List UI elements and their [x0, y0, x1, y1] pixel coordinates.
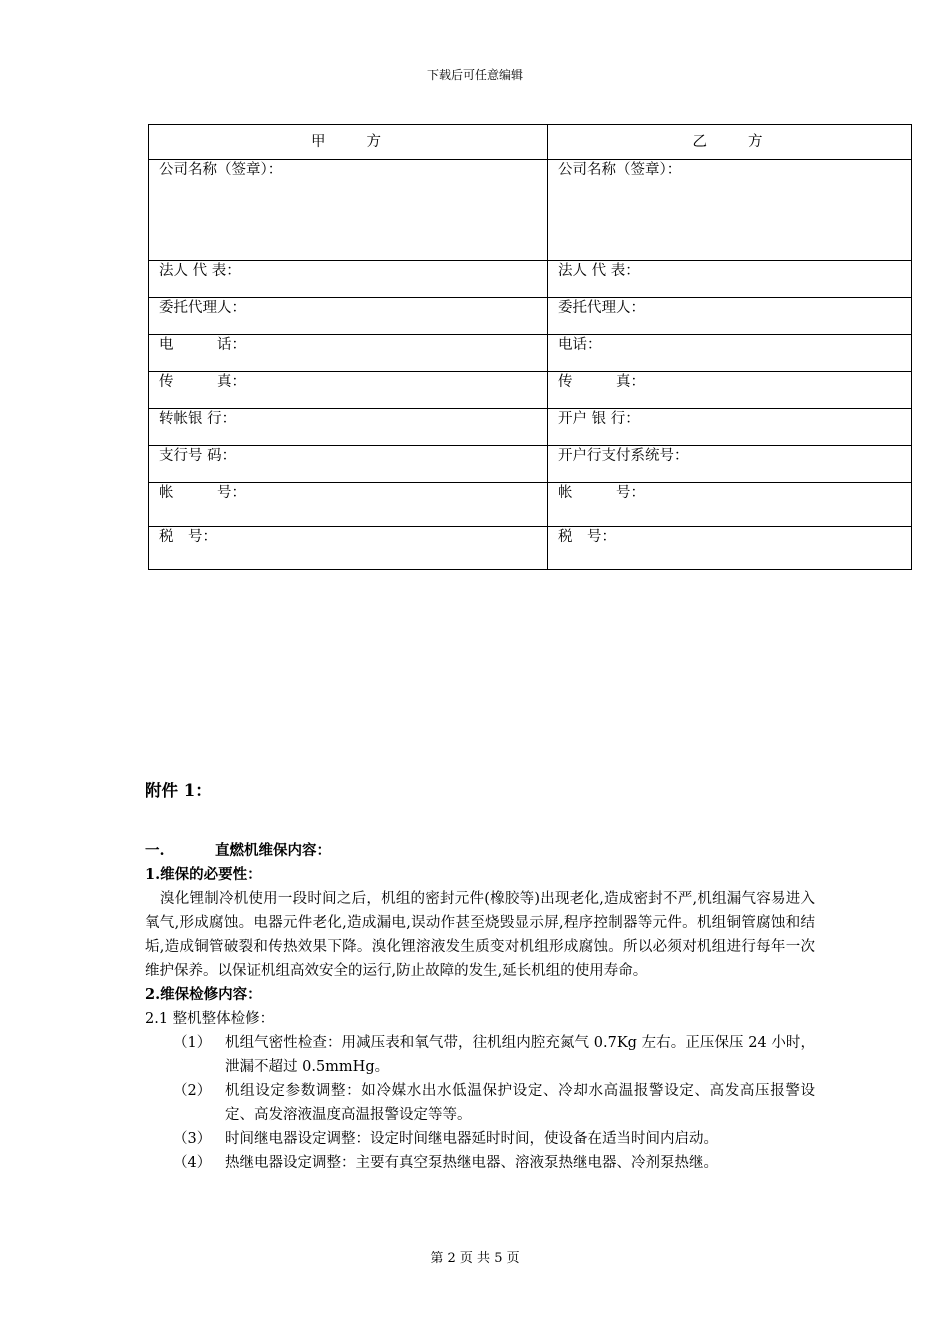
section-heading	[145, 839, 815, 863]
party-b-fax: 传 真：	[548, 372, 912, 409]
party-a-legal-rep: 法人 代 表：	[149, 261, 548, 298]
party-b-phone: 电话：	[548, 335, 912, 372]
list-item-number: （3）	[173, 1131, 212, 1147]
party-a-branch-code: 支行号 码：	[149, 446, 548, 483]
party-b-agent: 委托代理人：	[548, 298, 912, 335]
party-b-tax-id: 税 号：	[548, 527, 912, 570]
list-item-text: 热继电器设定调整：主要有真空泵热继电器、溶液泵热继电器、冷剂泵热继。	[225, 1155, 718, 1171]
party-a-phone: 电 话：	[149, 335, 548, 372]
necessity-paragraph: 溴化锂制冷机使用一段时间之后，机组的密封元件(橡胶等)出现老化,造成密封不严,机组漏气容易进入氧气,形成腐蚀。电器元件老化,造成漏电,误动作甚至烧毁显示屏,程序控制器等元件。机组铜管腐蚀和结垢,造成铜管破裂和传热效果下降。溴化锂溶液发生质变对机组形成腐蚀。所以必须对机组进行每年一次维护保养。以保证机组高效安全的运行,防止故障的发生,延长机组的使用寿命。	[145, 891, 815, 979]
attachment-title: 附件 1：	[145, 781, 212, 800]
list-item	[145, 1127, 815, 1151]
party-b-payment-system-code: 开户行支付系统号：	[548, 446, 912, 483]
page-footer: 第 2 页 共 5 页	[430, 1251, 520, 1266]
party-a-agent: 委托代理人：	[149, 298, 548, 335]
list-item-text: 机组设定参数调整：如冷媒水出水低温保护设定、冷却水高温报警设定、高发高压报警设定、高发溶液温度高温报警设定等等。	[225, 1083, 815, 1123]
section-title: 直燃机维保内容：	[215, 842, 331, 859]
list-item	[145, 1151, 815, 1175]
list-item-text: 时间继电器设定调整：设定时间继电器延时时间，使设备在适当时间内启动。	[225, 1131, 718, 1147]
list-item	[145, 1031, 815, 1079]
party-b-account: 帐 号：	[548, 483, 912, 527]
signature-table	[148, 124, 912, 570]
party-a-header: 甲 方	[149, 125, 548, 160]
party-b-legal-rep: 法人 代 表：	[548, 261, 912, 298]
list-item-text: 机组气密性检查：用减压表和氧气带，往机组内腔充氮气 0.7Kg 左右。正压保压 24 小时，泄漏不超过 0.5mmHg。	[225, 1035, 815, 1075]
section-number: 一.	[145, 842, 165, 859]
list-item	[145, 1079, 815, 1127]
party-a-company-name: 公司名称（签章）：	[149, 160, 548, 261]
subsection-maintenance: 2.维保检修内容：	[145, 986, 262, 1003]
attachment-content	[145, 776, 815, 1175]
list-item-number: （1）	[173, 1035, 212, 1051]
party-a-bank: 转帐银 行：	[149, 409, 548, 446]
party-b-company-name: 公司名称（签章）：	[548, 160, 912, 261]
party-b-bank: 开户 银 行：	[548, 409, 912, 446]
page-header: 下载后可任意编辑	[426, 68, 523, 82]
list-item-number: （4）	[173, 1155, 212, 1171]
party-a-tax-id: 税 号：	[149, 527, 548, 570]
subsection-overall-check: 2.1 整机整体检修：	[145, 1011, 275, 1027]
subsection-necessity: 1.维保的必要性：	[145, 866, 262, 883]
party-a-account: 帐 号：	[149, 483, 548, 527]
list-item-number: （2）	[173, 1083, 212, 1099]
party-a-fax: 传 真：	[149, 372, 548, 409]
party-b-header: 乙 方	[548, 125, 912, 160]
